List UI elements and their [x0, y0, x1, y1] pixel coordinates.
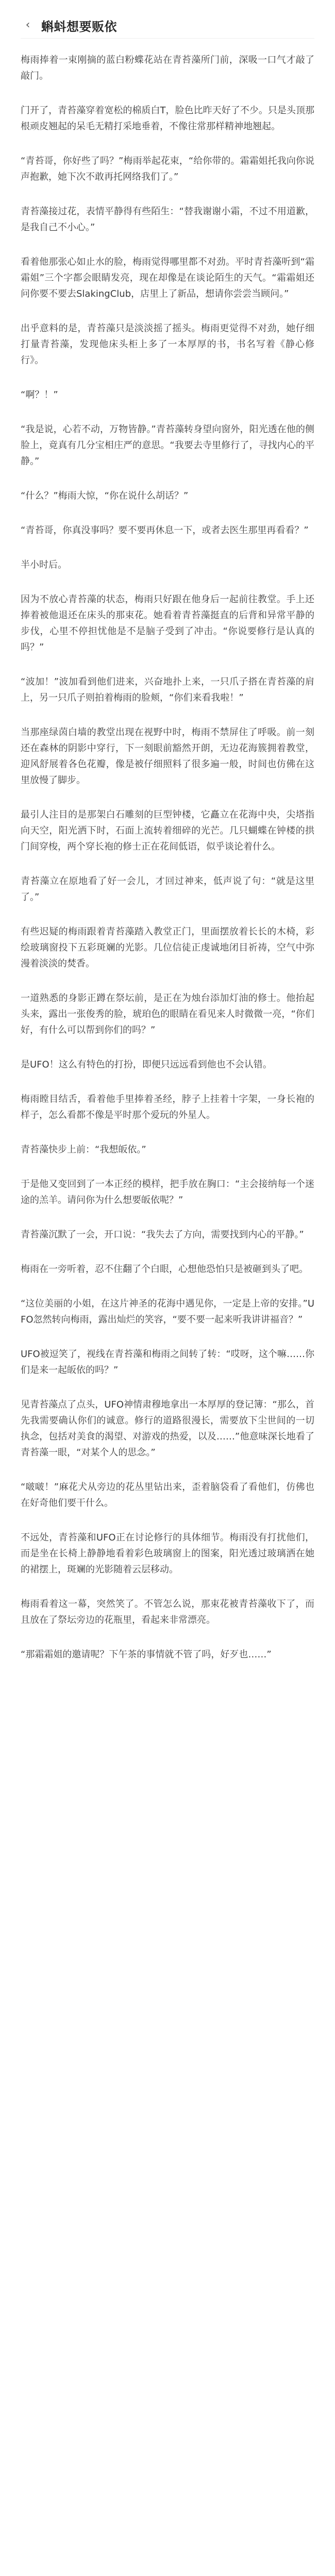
paragraph: 梅雨捧着一束刚摘的蓝白粉蝶花站在青苔藻所门前，深吸一口气才敲了敲门。	[21, 55, 314, 81]
paragraph: 青苔藻接过花，表情平静得有些陌生：“替我谢谢小霜，不过不用道歉，是我自己不小心。”	[21, 206, 314, 233]
paragraph: “这位美丽的小姐，在这片神圣的花海中遇见你，一定是上帝的安排。”UFO忽然转向梅雨，露出灿烂的笑容，“要不要一起来听我讲讲福音？”	[21, 1298, 314, 1325]
paragraph: “那霜霜姐的邀请呢？下午茶的事情就不管了吗，好歹也……”	[21, 1649, 272, 1660]
paragraph: “什么？”梅雨大惊，“你在说什么胡话？”	[21, 490, 189, 501]
paragraph: 青苔藻沉默了一会，开口说：“我失去了方向，需要找到内心的平静。”	[21, 1229, 304, 1240]
paragraph: 有些迟疑的梅雨跟着青苔藻踏入教堂正门，里面摆放着长长的木椅，彩绘玻璃窗投下五彩斑斓的光影。几位信徒正虔诚地闭目祈祷，空气中弥漫着淡淡的焚香。	[21, 926, 314, 969]
paragraph: “啊？！”	[21, 389, 58, 400]
paragraph: 当那座绿茵白墙的教堂出现在视野中时，梅雨不禁屏住了呼吸。前一刻还在森林的阴影中穿行，下一刻眼前豁然开朗，无边花海簇拥着教堂，迎风舒展着各色花瓣，像是被仔细照料了很多遍一般，时间也仿佛在这里放慢了脚步。	[21, 727, 314, 786]
paragraph: 出乎意料的是，青苔藻只是淡淡摇了摇头。梅雨更觉得不对劲，她仔细打量青苔藻，发现他床头柜上多了一本厚厚的书，书名写着《静心修行》。	[21, 323, 314, 366]
article-body	[21, 52, 314, 1663]
paragraph: 见青苔藻点了点头，UFO神情肃穆地拿出一本厚厚的登记簿：“那么，首先我需要确认你们的诚意。修行的道路很漫长，需要放下尘世间的一切执念，包括对美食的渴望、对游戏的热爱，以及……”他意味深长地看了青苔藻一眼，“对某个人的思念。”	[21, 1399, 314, 1458]
paragraph: “波加！”波加看到他们进来，兴奋地扑上来，一只爪子搭在青苔藻的肩上，另一只爪子则拍着梅雨的脸颊，“你们来看我啦！”	[21, 676, 314, 703]
paragraph: “青苔哥，你真没事吗？要不要再休息一下，或者去医生那里再看看？”	[21, 525, 309, 536]
paragraph: “我是说，心若不动，万物皆静。”青苔藻转身望向窗外，阳光透在他的侧脸上，竟真有几分宝相庄严的意思。“我要去寺里修行了，寻找内心的平静。”	[21, 424, 314, 467]
paragraph: 梅雨瞠目结舌，看着他手里捧着圣经，脖子上挂着十字架，一身长袍的样子，怎么看都不像是平时那个爱玩的外星人。	[21, 1094, 314, 1121]
paragraph: 一道熟悉的身影正蹲在祭坛前，是正在为烛台添加灯油的修士。他抬起头来，露出一张俊秀的脸，琥珀色的眼睛在看见来人时微微一亮，“你们好，有什么可以帮到你们的吗？”	[21, 993, 314, 1036]
document-title: 蝌蚪想要贩依	[41, 19, 117, 34]
paragraph: 梅雨在一旁听着，忍不住翻了个白眼，心想他恐怕只是被砸到头了吧。	[21, 1264, 308, 1275]
paragraph: 半小时后。	[21, 560, 67, 570]
paragraph: 是UFO！这么有特色的打扮，即便只远远看到他也不会认错。	[21, 1059, 272, 1070]
paragraph: 因为不放心青苔藻的状态，梅雨只好跟在他身后一起前往教堂。手上还捧着被他退还在床头的那束花。她看着青苔藻挺直的后背和异常平静的步伐，心里不停担忧他是不是脑子受到了冲击。“你说要修行是认真的吗？”	[21, 594, 314, 653]
title-bar	[21, 12, 314, 39]
paragraph: “青苔哥，你好些了吗？”梅雨举起花束，“给你带的。霜霜姐托我向你说声抱歉，她下次不敢再托网络我们了。”	[21, 156, 314, 182]
back-arrow-icon[interactable]: ‹	[25, 19, 30, 31]
paragraph: 青苔藻立在原地看了好一会儿，才回过神来，低声说了句：“就是这里了。”	[21, 876, 314, 903]
paragraph: 最引人注目的是那架白石雕刻的巨型钟楼，它矗立在花海中央，尖塔指向天空，阳光洒下时，石面上流转着细碎的光芒。几只蝴蝶在钟楼的拱门间穿梭，两个穿长袍的修士正在花间低语，似乎谈论着什么。	[21, 809, 314, 852]
paragraph: 梅雨看着这一幕，突然笑了。不管怎么说，那束花被青苔藻收下了，而且放在了祭坛旁边的花瓶里，看起来非常漂亮。	[21, 1599, 314, 1625]
paragraph: 青苔藻快步上前：“我想皈依。”	[21, 1144, 146, 1155]
paragraph: 门开了，青苔藻穿着宽松的棉质白T，脸色比昨天好了不少。只是头顶那根顽皮翘起的呆毛无精打采地垂着，不像往常那样精神地翘起。	[21, 105, 314, 132]
paragraph: UFO被逗笑了，视线在青苔藻和梅雨之间转了转：“哎呀，这个嘛……你们是来一起皈依的吗？”	[21, 1349, 314, 1376]
paragraph: “啵啵！”麻花犬从旁边的花丛里钻出来，歪着脑袋看了看他们，仿佛也在好奇他们要干什么。	[21, 1482, 314, 1509]
paragraph: 看着他那张心如止水的脸，梅雨觉得哪里都不对劲。平时青苔藻听到“霜霜姐”三个字都会眼睛发亮，现在却像是在谈论陌生的天气。“霜霜姐还问你要不要去SlakingClub，店里上了新品，想请你尝尝当顾问。”	[21, 257, 314, 299]
paragraph: 不远处，青苔藻和UFO正在讨论修行的具体细节。梅雨没有打扰他们，而是坐在长椅上静静地看着彩色玻璃窗上的图案，阳光透过玻璃洒在她的裙摆上，斑斓的光影随着云层移动。	[21, 1532, 314, 1575]
paragraph: 于是他又变回到了一本正经的模样，把手放在胸口：“主会接纳每一个迷途的羔羊。请问你为什么想要皈依呢？”	[21, 1179, 314, 1206]
